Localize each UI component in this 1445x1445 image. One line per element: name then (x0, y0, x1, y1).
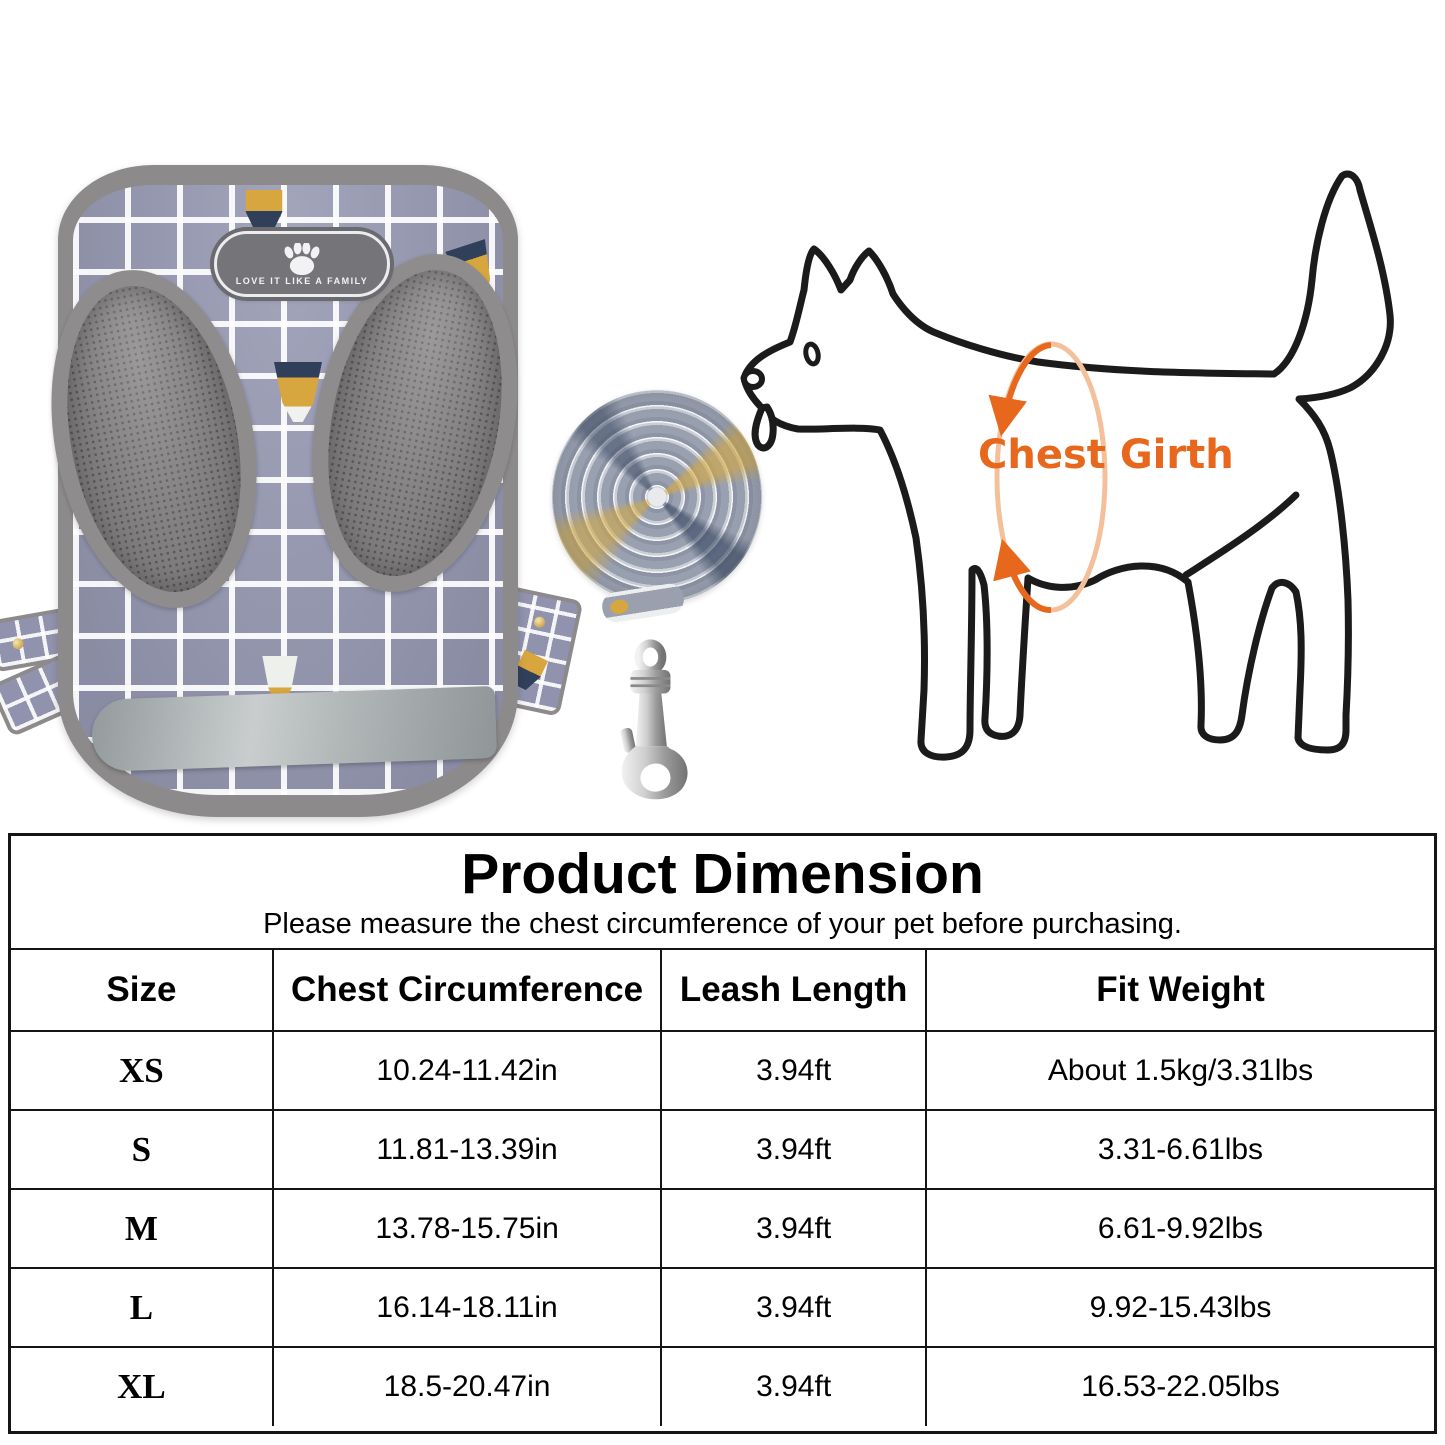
leash-yellow-patch (609, 598, 629, 615)
cell-size: S (11, 1110, 273, 1189)
dog-diagram (700, 130, 1445, 830)
cell-size: L (11, 1268, 273, 1347)
dimension-card-header (11, 836, 1434, 950)
size-row-xs (11, 1031, 1434, 1110)
cell-size: XL (11, 1347, 273, 1426)
buckle-pin-icon (533, 616, 546, 629)
cell-leash: 3.94ft (661, 1031, 926, 1110)
cell-leash: 3.94ft (661, 1347, 926, 1426)
chest-girth-label: Chest Girth (978, 432, 1234, 478)
size-row-s (11, 1110, 1434, 1189)
cell-chest: 16.14-18.11in (273, 1268, 661, 1347)
reflective-strip (91, 686, 497, 772)
cell-leash: 3.94ft (661, 1110, 926, 1189)
buckle-pin-icon (12, 637, 25, 650)
size-row-xl (11, 1347, 1434, 1426)
table-header-row (11, 950, 1434, 1031)
cell-weight: 16.53-22.05lbs (926, 1347, 1434, 1426)
cell-chest: 10.24-11.42in (273, 1031, 661, 1110)
cell-chest: 11.81-13.39in (273, 1110, 661, 1189)
cell-chest: 18.5-20.47in (273, 1347, 661, 1426)
cell-chest: 13.78-15.75in (273, 1189, 661, 1268)
cell-size: XS (11, 1031, 273, 1110)
column-header-leash: Leash Length (661, 950, 926, 1031)
size-row-m (11, 1189, 1434, 1268)
brand-badge (214, 231, 390, 297)
measure-instruction: Please measure the chest circumference of your pet before purchasing. (263, 907, 1182, 940)
size-table (11, 950, 1434, 1426)
cell-weight: 9.92-15.43lbs (926, 1268, 1434, 1347)
badge-label: LOVE IT LIKE A FAMILY (235, 275, 369, 286)
leash-clasp-icon (605, 628, 705, 818)
cell-size: M (11, 1189, 273, 1268)
column-header-chest: Chest Circumference (273, 950, 661, 1031)
cell-weight: About 1.5kg/3.31lbs (926, 1031, 1434, 1110)
size-row-l (11, 1268, 1434, 1347)
column-header-size: Size (11, 950, 273, 1031)
paw-icon (280, 243, 324, 275)
cell-weight: 3.31-6.61lbs (926, 1110, 1434, 1189)
dimension-card (8, 833, 1437, 1434)
cell-leash: 3.94ft (661, 1189, 926, 1268)
column-header-weight: Fit Weight (926, 950, 1434, 1031)
cell-leash: 3.94ft (661, 1268, 926, 1347)
page-title: Product Dimension (461, 842, 984, 906)
cell-weight: 6.61-9.92lbs (926, 1189, 1434, 1268)
